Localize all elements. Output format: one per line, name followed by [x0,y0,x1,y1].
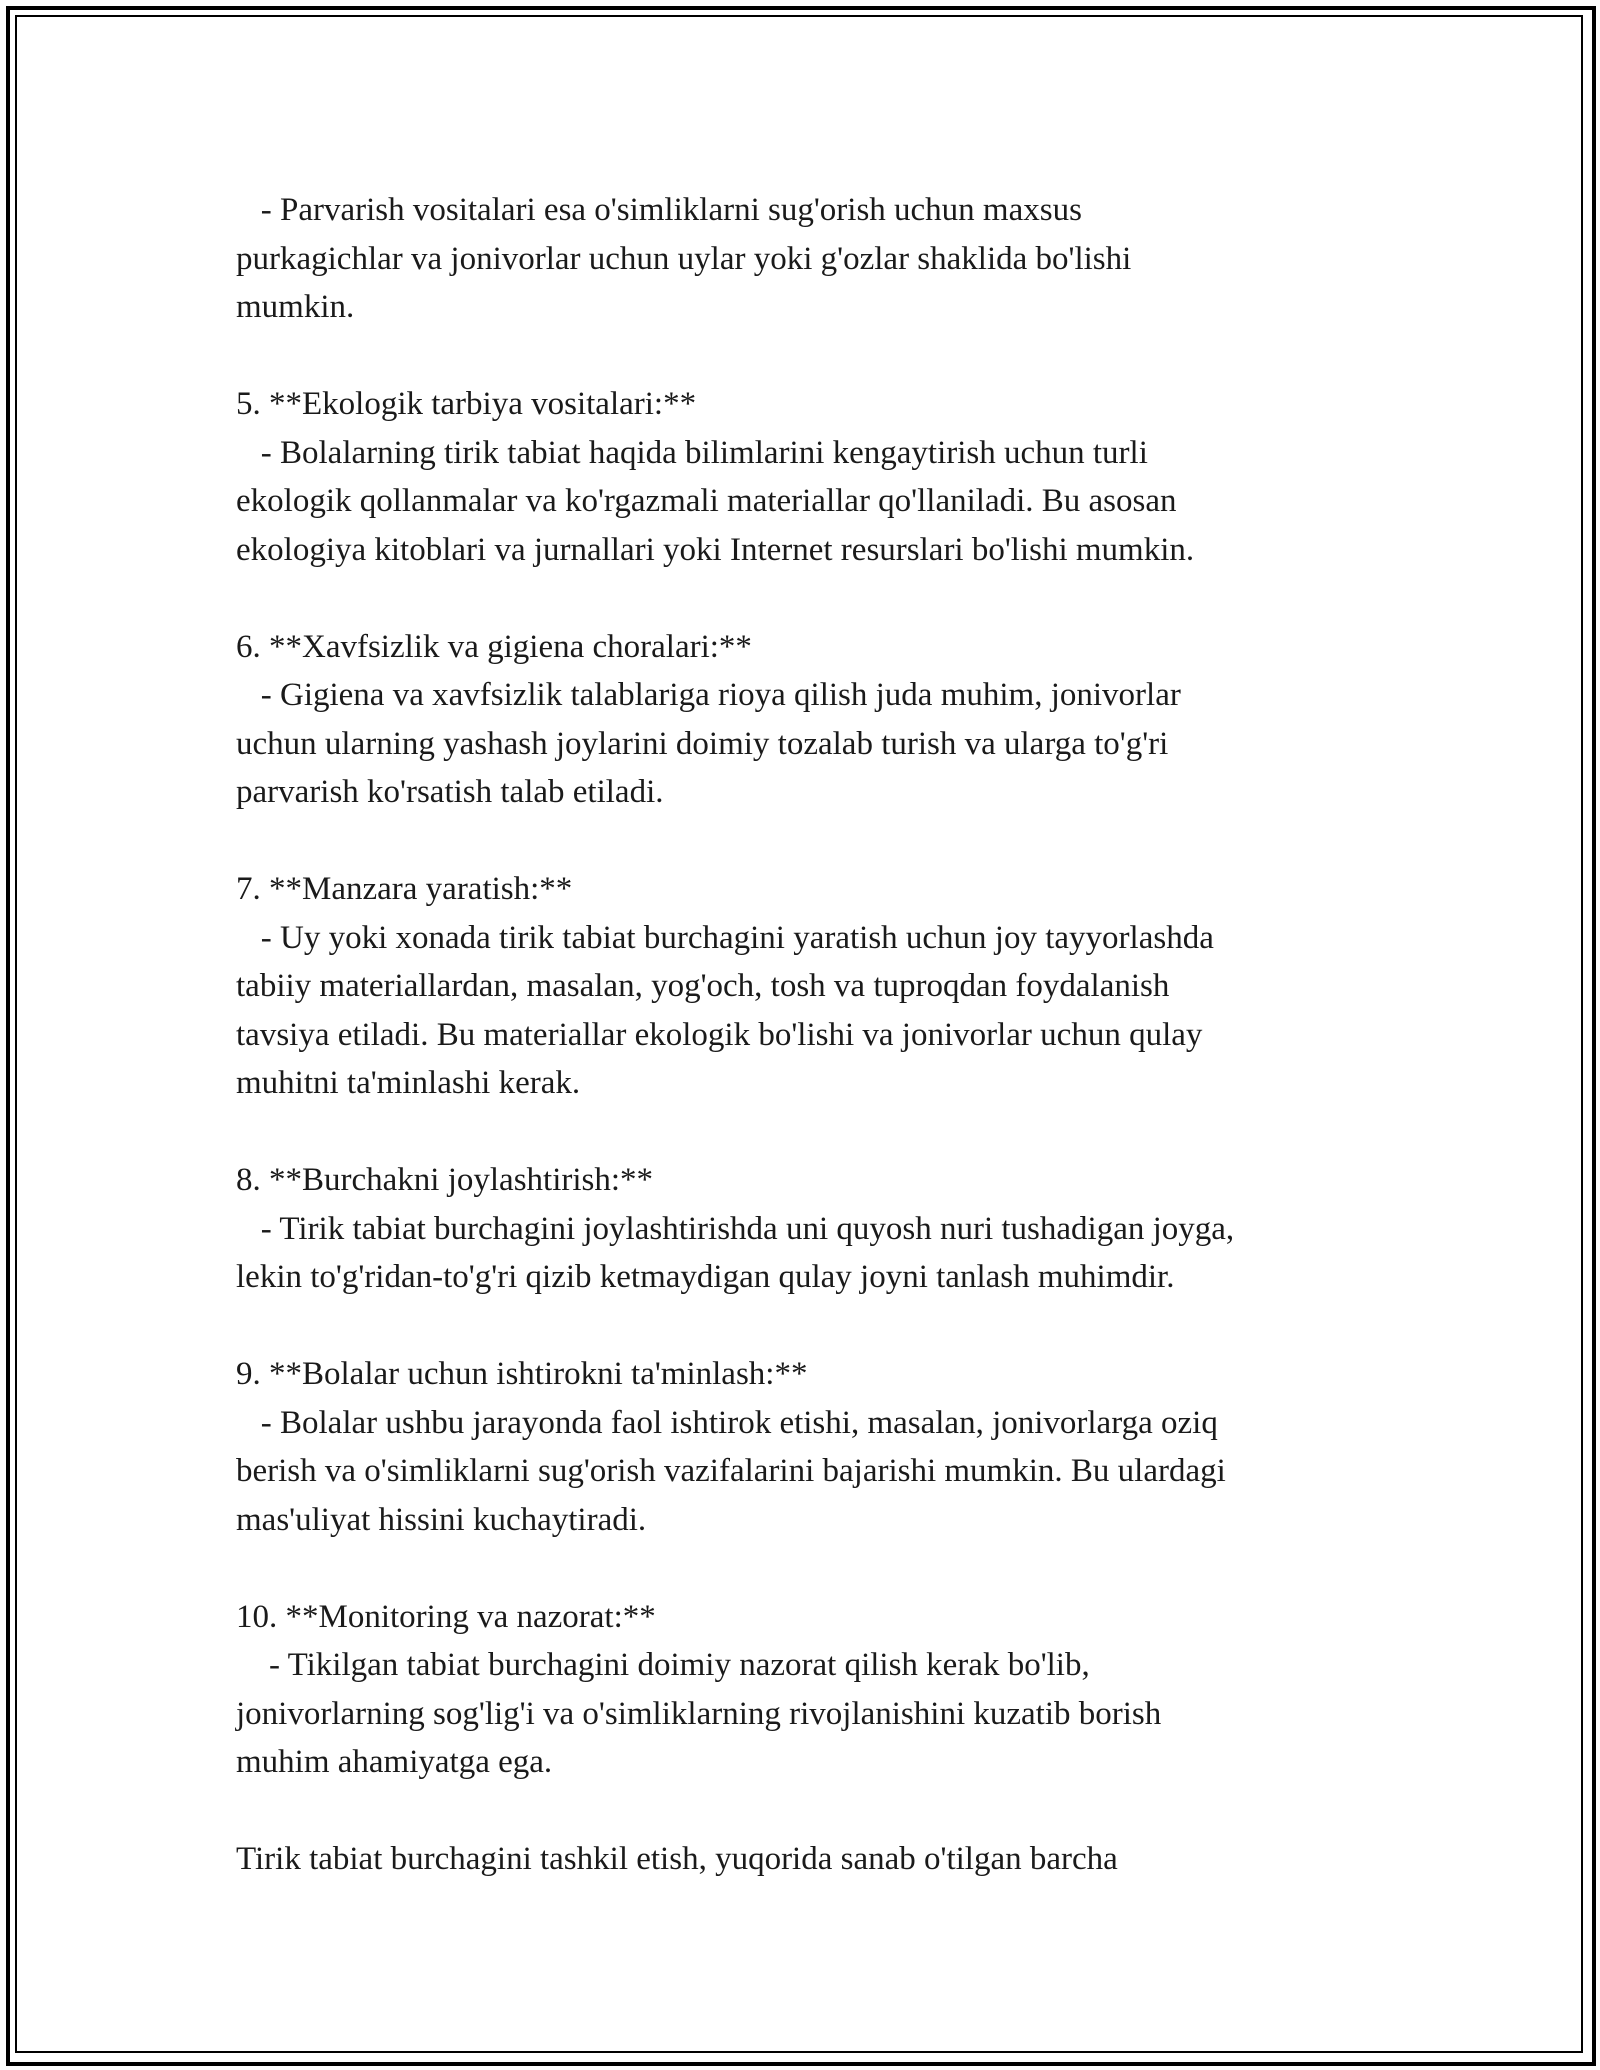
section-9-children-participation [236,1350,1386,1544]
text-line: muhim ahamiyatga ega. [236,1744,553,1780]
text-line: ekologiya kitoblari va jurnallari yoki Internet resurslari bo'lishi mumkin. [236,531,1195,568]
text-line: - Tikilgan tabiat burchagini doimiy nazorat qilish kerak bo'lib, [236,1647,1090,1683]
text-line: - Parvarish vositalari esa o'simliklarni sug'orish uchun maxsus [236,192,1082,228]
text-line: - Bolalarning tirik tabiat haqida bilimlarini kengaytirish uchun turli [236,434,1148,471]
text-line: tabiiy materiallardan, masalan, yog'och, tosh va tuproqdan foydalanish [236,968,1170,1004]
document-body [236,186,1386,1932]
section-heading: 5. **Ekologik tarbiya vositalari:** [236,386,697,422]
section-heading: 9. **Bolalar uchun ishtirokni ta'minlash:** [236,1356,808,1392]
text-line: parvarish ko'rsatish talab etiladi. [236,774,664,810]
text-line: jonivorlarning sog'lig'i va o'simliklarning rivojlanishini kuzatib borish [236,1695,1162,1732]
section-5-ecological-education [236,380,1386,574]
text-line: lekin to'g'ridan-to'g'ri qizib ketmaydigan qulay joyni tanlash muhimdir. [236,1259,1175,1295]
text-line: purkagichlar va jonivorlar uchun uylar yoki g'ozlar shaklida bo'lishi [236,240,1132,277]
text-line: uchun ularning yashash joylarini doimiy tozalab turish va ularga to'g'ri [236,725,1169,762]
section-heading: 8. **Burchakni joylashtirish:** [236,1162,654,1198]
section-8-placement [236,1156,1386,1302]
text-line: mumkin. [236,289,355,325]
paragraph-conclusion [236,1835,1386,1884]
text-line: - Gigiena va xavfsizlik talablariga rioya qilish juda muhim, jonivorlar [236,677,1181,713]
text-line: mas'uliyat hissini kuchaytiradi. [236,1501,647,1538]
text-line: muhitni ta'minlashi kerak. [236,1065,581,1101]
text-line: tavsiya etiladi. Bu materiallar ekologik bo'lishi va jonivorlar uchun qulay [236,1016,1203,1053]
text-line: ekologik qollanmalar va ko'rgazmali materiallar qo'llaniladi. Bu asosan [236,483,1177,519]
section-heading: 6. **Xavfsizlik va gigiena choralari:** [236,628,752,665]
section-6-safety-hygiene [236,623,1386,817]
section-heading: 7. **Manzara yaratish:** [236,871,573,907]
section-10-monitoring [236,1593,1386,1787]
text-line: berish va o'simliklarni sug'orish vazifalarini bajarishi mumkin. Bu ulardagi [236,1453,1226,1489]
paragraph-care-tools [236,186,1386,332]
text-line: - Tirik tabiat burchagini joylashtirishda uni quyosh nuri tushadigan joyga, [236,1210,1235,1247]
text-line: - Uy yoki xonada tirik tabiat burchagini yaratish uchun joy tayyorlashda [236,919,1214,956]
section-7-landscape [236,865,1386,1108]
text-line: Tirik tabiat burchagini tashkil etish, yuqorida sanab o'tilgan barcha [236,1841,1118,1877]
text-line: - Bolalar ushbu jarayonda faol ishtirok etishi, masalan, jonivorlarga oziq [236,1404,1218,1441]
section-heading: 10. **Monitoring va nazorat:** [236,1598,656,1635]
